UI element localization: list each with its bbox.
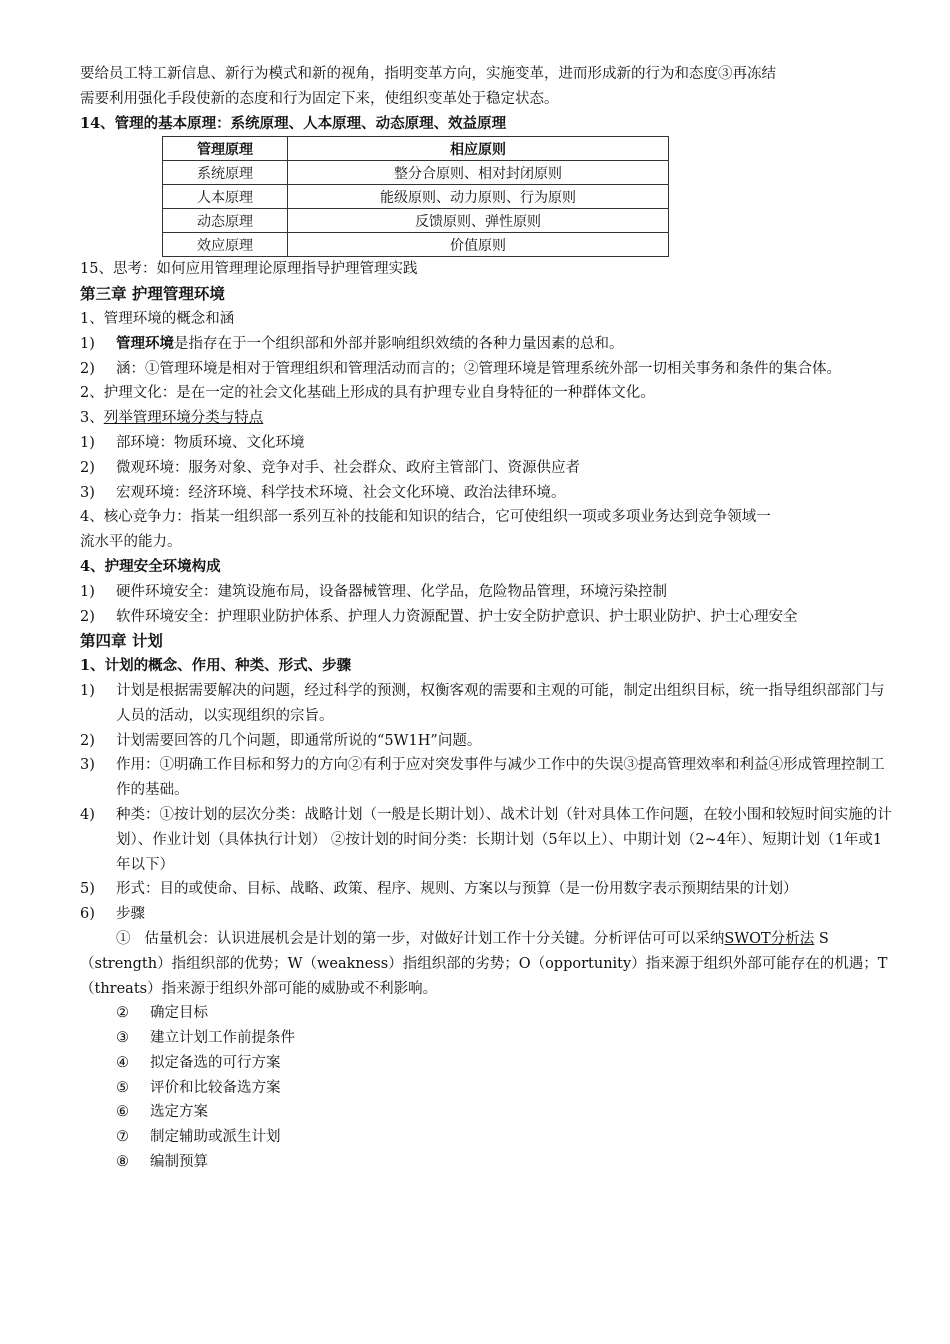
step-number: ① — [116, 930, 131, 947]
list-item-text: 硬件环境安全：建筑设施布局，设备器械管理、化学品，危险物品管理，环境污染控制 — [116, 583, 667, 600]
list-item — [80, 456, 892, 481]
step-text: 建立计划工作前提条件 — [150, 1030, 295, 1047]
step-number: ④ — [116, 1054, 129, 1071]
section-3-prefix: 3、 — [80, 410, 104, 427]
principles-table — [162, 136, 669, 257]
list-item-text: 部环境：物质环境、文化环境 — [116, 434, 305, 451]
step-text: 编制预算 — [150, 1154, 208, 1171]
step-number: ③ — [116, 1030, 129, 1047]
list-item — [80, 605, 892, 630]
step-1-text-cont: S（strength）指组织部的优势；W（weakness）指组织部的劣势；O（opportunity）指来源于组织外部可能存在的机遇；T（threats）指来源于组织外部可能的威胁或不利影响。 — [80, 930, 888, 997]
step-1-text: 估量机会：认识进展机会是计划的第一步，对做好计划工作十分关键。分析评估可可以采纳 — [144, 930, 725, 947]
step-text: 评价和比较备选方案 — [150, 1079, 281, 1096]
table-header-principle: 管理原理 — [163, 137, 288, 161]
step-item — [80, 1150, 892, 1175]
table-header-rule: 相应原则 — [288, 137, 669, 161]
ch3-section-4a-line-1: 4、核心竞争力：指某一组织部一系列互补的技能和知识的结合，它可使组织一项或多项业务达到竞争领域一 — [80, 509, 771, 526]
chapter-3-title: 第三章 护理管理环境 — [80, 284, 225, 304]
list-item-number: 4) — [80, 806, 95, 823]
list-item-text: 软件环境安全：护理职业防护体系、护理人力资源配置、护士安全防护意识、护士职业防护、护士心理安全 — [116, 608, 798, 625]
step-number: ⑥ — [116, 1104, 129, 1121]
list-item-number: 2) — [80, 732, 95, 749]
list-item-text: 宏观环境：经济环境、科学技术环境、社会文化环境、政治法律环境。 — [116, 484, 566, 501]
step-1-paragraph — [80, 927, 892, 1001]
term-bold: 管理环境 — [116, 334, 174, 352]
step-item — [80, 1051, 892, 1076]
table-row — [163, 161, 669, 185]
step-number: ⑧ — [116, 1154, 129, 1171]
step-text: 选定方案 — [150, 1104, 208, 1121]
list-item — [80, 580, 892, 605]
list-item — [80, 431, 892, 456]
list-item-text: 是指存在于一个组织部和外部并影响组织效绩的各种力量因素的总和。 — [174, 335, 624, 352]
step-item — [80, 1125, 892, 1150]
table-cell: 动态原理 — [163, 209, 288, 233]
list-item-number: 2) — [80, 360, 95, 377]
list-item-text: 微观环境：服务对象、竞争对手、社会群众、政府主管部门、资源供应者 — [116, 459, 580, 476]
list-item — [80, 729, 892, 754]
document-page — [80, 62, 892, 1175]
list-item-number: 3) — [80, 484, 95, 501]
list-item — [80, 803, 892, 877]
list-item-text: 计划是根据需要解决的问题，经过科学的预测，权衡客观的需要和主观的可能，制定出组织目标，统一指导组织部部门与人员的活动，以实现组织的宗旨。 — [116, 682, 885, 724]
list-item-text: 种类：①按计划的层次分类：战略计划（一般是长期计划）、战术计划（针对具体工作问题，在较小围和较短时间实施的计划）、作业计划（具体执行计划） ②按计划的时间分类：长期计划（5年以上）、中期计划（2~4年）、短期计划（1年或1年以下） — [116, 806, 892, 873]
list-item — [80, 481, 892, 506]
ch3-section-3 — [80, 406, 892, 431]
step-item — [80, 1076, 892, 1101]
list-item — [80, 357, 892, 382]
step-number: ⑤ — [116, 1079, 129, 1096]
section-3-underlined-title: 列举管理环境分类与特点 — [103, 410, 264, 427]
step-text: 确定目标 — [150, 1005, 208, 1022]
ch4-section-1: 1、计划的概念、作用、种类、形式、步骤 — [80, 657, 352, 675]
table-cell: 反馈原则、弹性原则 — [288, 209, 669, 233]
step-item — [80, 1100, 892, 1125]
table-cell: 人本原理 — [163, 185, 288, 209]
table-cell: 能级原则、动力原则、行为原则 — [288, 185, 669, 209]
ch3-section-4b: 4、护理安全环境构成 — [80, 557, 221, 575]
list-item — [80, 902, 892, 927]
table-row — [163, 185, 669, 209]
intro-line-2: 需要利用强化手段使新的态度和行为固定下来，使组织变革处于稳定状态。 — [80, 90, 559, 107]
list-item-number: 5) — [80, 881, 95, 898]
step-item — [80, 1026, 892, 1051]
list-item-number: 1) — [80, 434, 95, 451]
list-item — [80, 679, 892, 729]
list-item-number: 1) — [80, 583, 95, 600]
chapter-4-title: 第四章 计划 — [80, 631, 163, 651]
table-row — [163, 209, 669, 233]
list-item-number: 2) — [80, 459, 95, 476]
list-item-number: 2) — [80, 608, 95, 625]
step-text: 拟定备选的可行方案 — [150, 1054, 281, 1071]
list-item-number: 6) — [80, 906, 95, 923]
intro-line-1: 要给员工特工新信息、新行为模式和新的视角，指明变革方向，实施变革，进而形成新的行为和态度③再冻结 — [80, 66, 776, 82]
ch3-section-4a-line-2: 流水平的能力。 — [80, 534, 182, 551]
list-item — [80, 753, 892, 803]
list-item-text: 计划需要回答的几个问题，即通常所说的“5W1H”问题。 — [116, 732, 482, 749]
table-header-row — [163, 137, 669, 161]
list-item — [80, 332, 892, 357]
step-number: ⑦ — [116, 1129, 129, 1146]
table-row — [163, 233, 669, 257]
section-15: 15、思考：如何应用管理理论原理指导护理管理实践 — [80, 261, 418, 278]
ch3-section-2: 2、护理文化：是在一定的社会文化基础上形成的具有护理专业自身特征的一种群体文化。 — [80, 385, 655, 402]
table-cell: 效应原理 — [163, 233, 288, 257]
step-item — [80, 1001, 892, 1026]
ch3-section-1: 1、管理环境的概念和涵 — [80, 310, 235, 327]
table-cell: 价值原则 — [288, 233, 669, 257]
list-item-text: 涵：①管理环境是相对于管理组织和管理活动而言的；②管理环境是管理系统外部一切相关事务和条件的集合体。 — [116, 360, 841, 377]
list-item-text: 形式：目的或使命、目标、战略、政策、程序、规则、方案以与预算（是一份用数字表示预期结果的计划） — [116, 881, 798, 898]
list-item-text: 作用：①明确工作目标和努力的方向②有利于应对突发事件与减少工作中的失误③提高管理效率和利益④形成管理控制工作的基础。 — [116, 757, 885, 799]
step-number: ② — [116, 1005, 129, 1022]
list-item-number: 1) — [80, 335, 95, 352]
list-item-text: 步骤 — [116, 906, 145, 923]
list-item-number: 3) — [80, 757, 95, 774]
step-text: 制定辅助或派生计划 — [150, 1129, 281, 1146]
swot-underlined: SWOT分析法 — [724, 930, 815, 947]
table-cell: 整分合原则、相对封闭原则 — [288, 161, 669, 185]
list-item-number: 1) — [80, 682, 95, 699]
list-item — [80, 877, 892, 902]
section-14-title: 14、管理的基本原理：系统原理、人本原理、动态原理、效益原理 — [80, 114, 507, 132]
table-cell: 系统原理 — [163, 161, 288, 185]
